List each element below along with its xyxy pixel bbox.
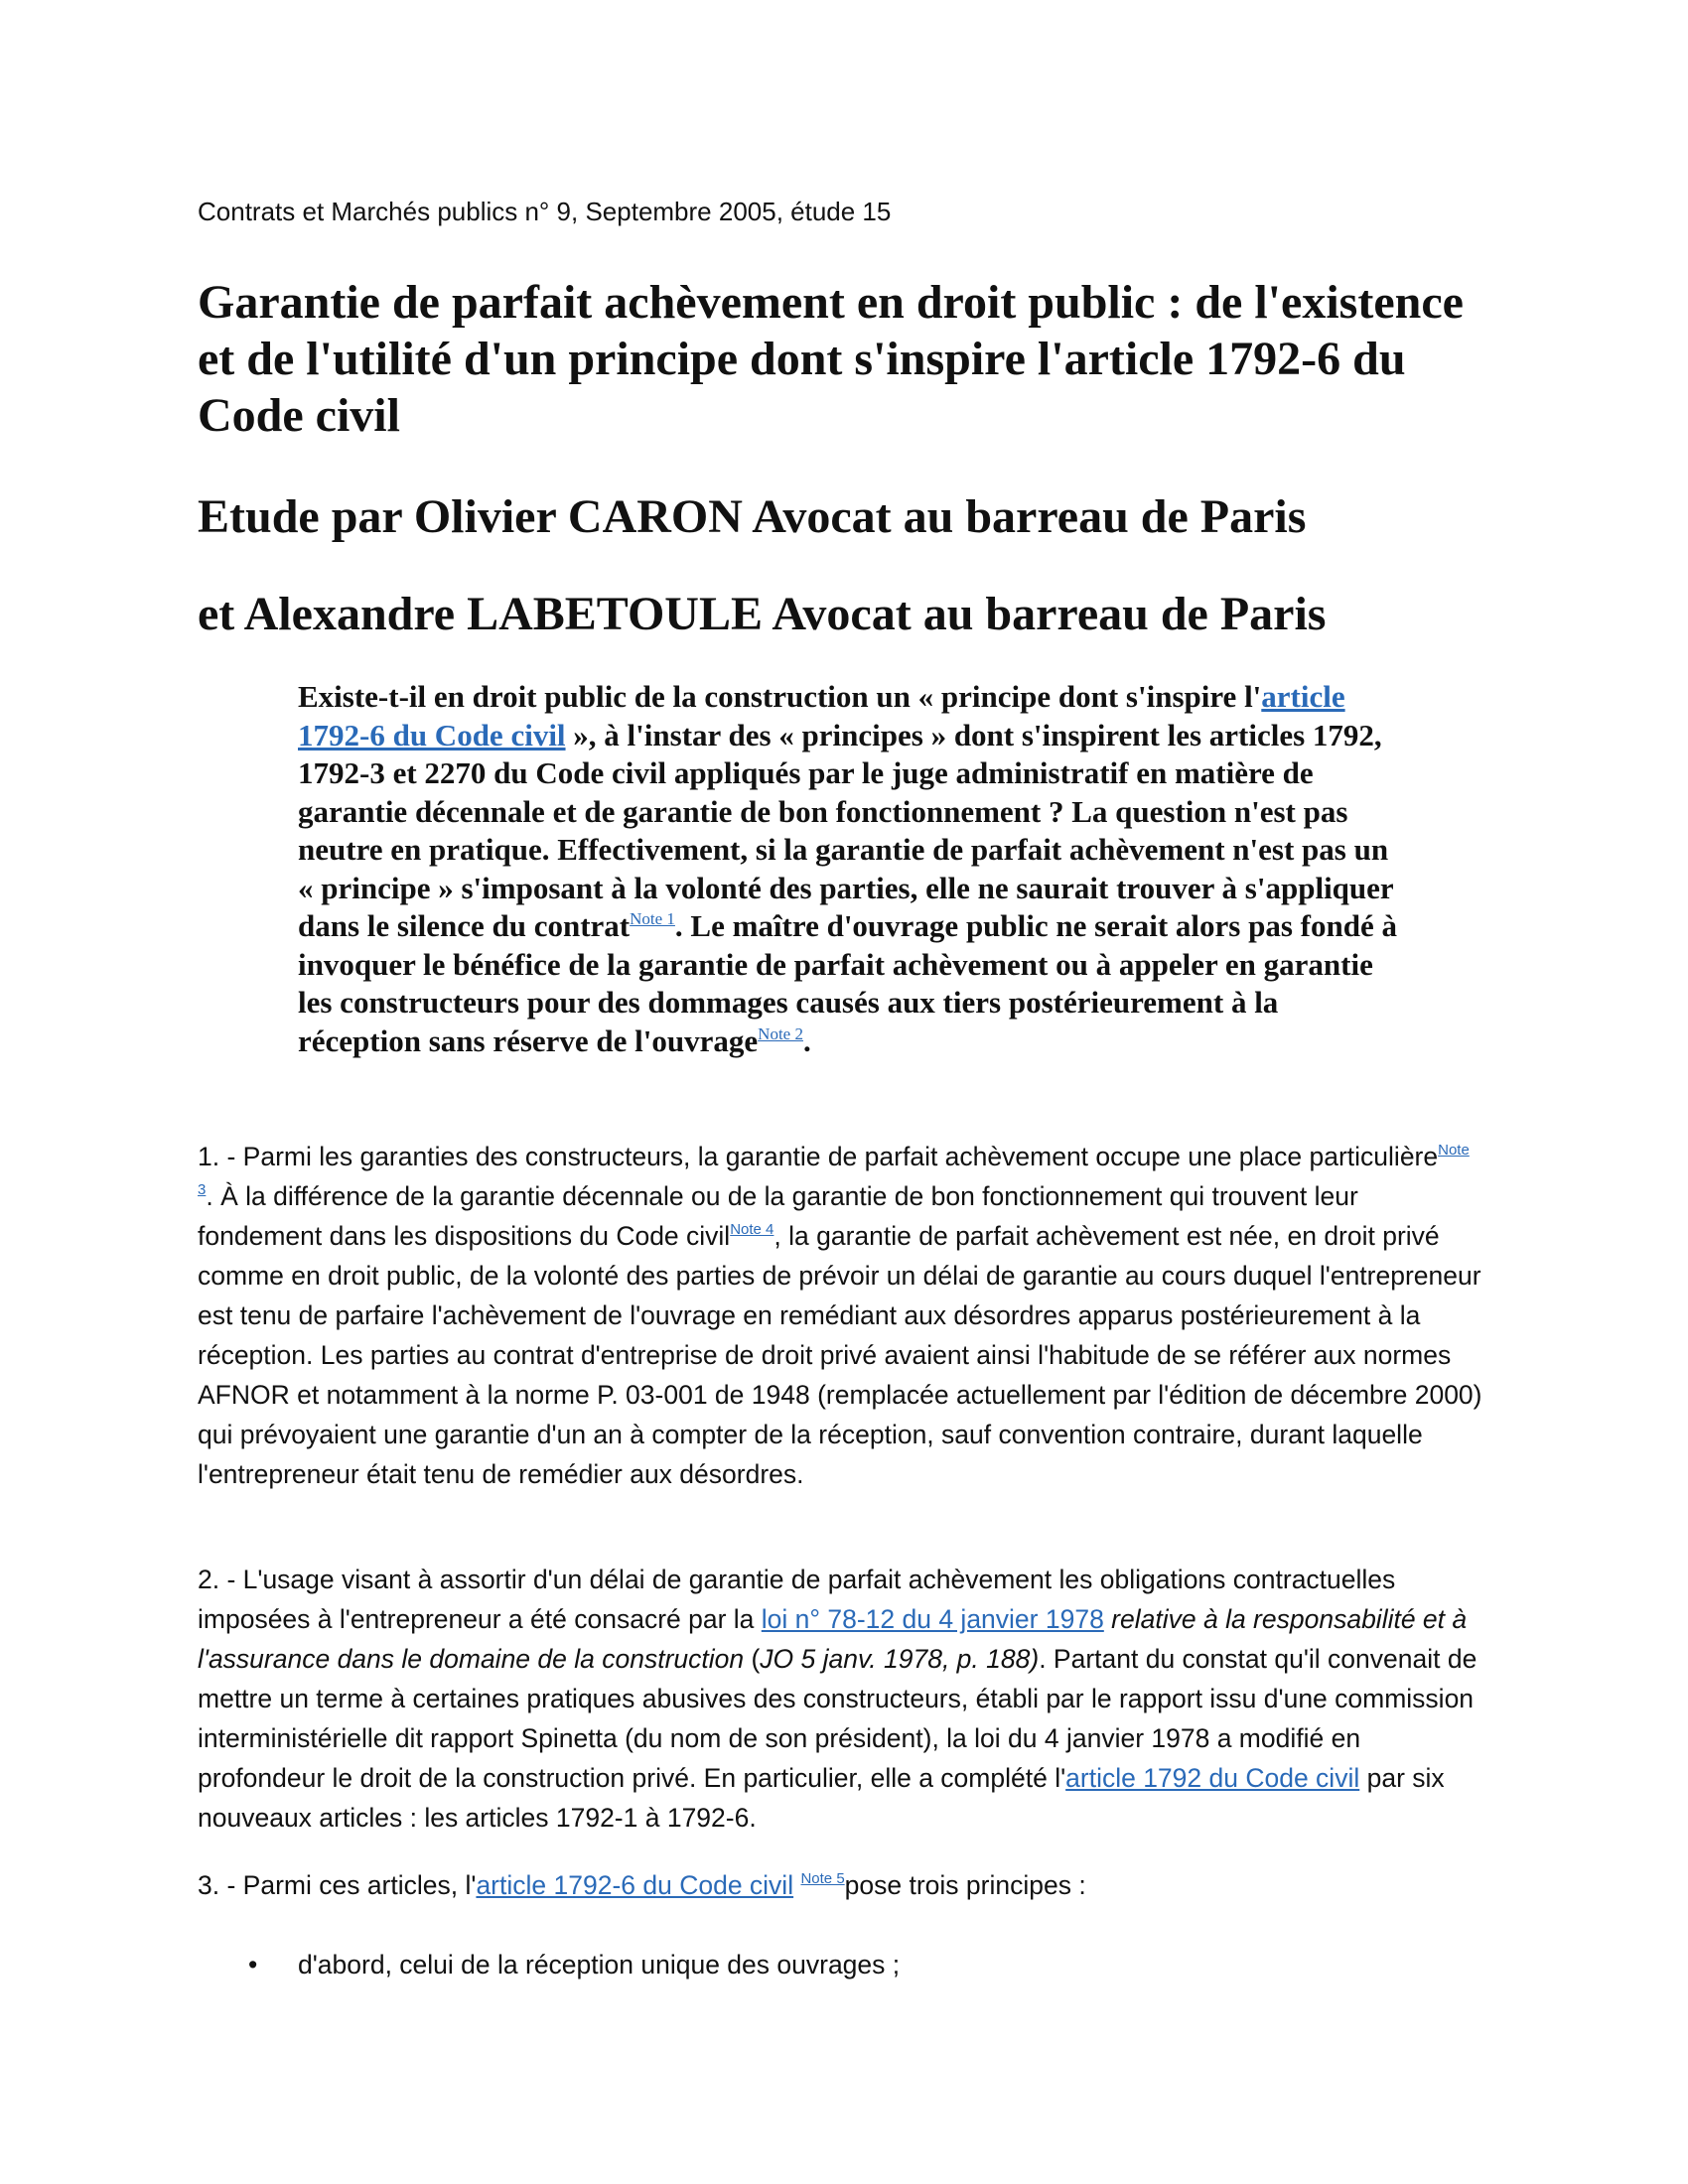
paragraph-text: 1. - Parmi les garanties des constructeurs, la garantie de parfait achèvement occupe une place particulière [198, 1142, 1439, 1171]
author-line-1: Etude par Olivier CARON Avocat au barreau de Paris [198, 490, 1307, 543]
abstract-text: . [802, 1023, 811, 1058]
abstract-text: », à l'instar des « principes » dont s'inspirent les articles 1792, 1792-3 et 2270 du Code civil appliqués par le juge administratif en matière de garantie décennale et de garantie de bon fonctionnement ? La question n'est pas neutre en pratique. Effectivement, si la garantie de parfait achèvement n'est pas un « principe » s'imposant à la volonté des parties, elle ne saurait trouver à s'appliquer dans le silence du contrat [298, 717, 1394, 943]
article-1792-link[interactable]: article 1792 du Code civil [1065, 1763, 1360, 1793]
author-line-2: et Alexandre LABETOULE Avocat au barreau de Paris [198, 588, 1327, 640]
note-3-link[interactable]: Note 3 [198, 1142, 1470, 1198]
abstract-text: . Le maître d'ouvrage public ne serait alors pas fondé à invoquer le bénéfice de la garantie de parfait achèvement ou à appeler en garantie les constructeurs pour des dommages causés aux tiers postérieurement à la réception sans réserve de l'ouvrage [298, 908, 1397, 1058]
source-citation: Contrats et Marchés publics n° 9, Septembre 2005, étude 15 [198, 197, 892, 226]
abstract [298, 678, 1400, 1060]
paragraph-text: . Partant du constat qu'il convenait de mettre un terme à certaines pratiques abusives des constructeurs, établi par le rapport issu d'une commission interministérielle dit rapport Spinetta (du nom de son président), la loi du 4 janvier 1978 a modifié en profondeur le droit de la construction privé. En particulier, elle a complété l' [198, 1644, 1477, 1793]
article-title: Garantie de parfait achèvement en droit public : de l'existence et de l'utilité d'un principe dont s'inspire l'article 1792-6 du Code civil [198, 276, 1464, 442]
paragraph-text: . À la différence de la garantie décennale ou de la garantie de bon fonctionnement qui trouvent leur fondement dans les dispositions du Code civil [198, 1181, 1358, 1251]
bullet-text: d'abord, celui de la réception unique des ouvrages ; [298, 1950, 901, 1979]
abstract-text: Existe-t-il en droit public de la construction un « principe dont s'inspire l' [298, 679, 1262, 714]
bullet-icon: • [248, 1950, 258, 1979]
bullet-item [248, 1945, 900, 1984]
note-1-link[interactable]: Note 1 [630, 909, 675, 928]
note-2-link[interactable]: Note 2 [758, 1024, 803, 1043]
paragraph-text: par six nouveaux articles : les articles 1792-1 à 1792-6. [198, 1763, 1445, 1833]
note-5-link[interactable]: Note 5 [800, 1870, 845, 1887]
paragraph-text: 2. - L'usage visant à assortir d'un délai de garantie de parfait achèvement les obligations contractuelles imposées à l'entrepreneur a été consacré par la [198, 1565, 1396, 1634]
note-4-link[interactable]: Note 4 [730, 1221, 774, 1238]
paragraph-3 [198, 1865, 1488, 1905]
paragraph-text: ( [744, 1644, 761, 1674]
law-title-italic: relative à la responsabilité et à l'assurance dans le domaine de la construction [198, 1604, 1468, 1674]
paragraph-text: , la garantie de parfait achèvement est née, en droit privé comme en droit public, de la volonté des parties de prévoir un délai de garantie au cours duquel l'entrepreneur est tenu de parfaire l'achèvement de l'ouvrage en remédiant aux désordres apparus postérieurement à la réception. Les parties au contrat d'entreprise de droit privé avaient ainsi l'habitude de se référer aux normes AFNOR et notamment à la norme P. 03-001 de 1948 (remplacée actuellement par l'édition de décembre 2000) qui prévoyaient une garantie d'un an à compter de la réception, sauf convention contraire, durant laquelle l'entrepreneur était tenu de remédier aux désordres. [198, 1221, 1482, 1489]
article-1792-6-link[interactable]: article 1792-6 du Code civil [476, 1870, 794, 1900]
paragraph-text: 3. - Parmi ces articles, l' [198, 1870, 477, 1900]
journal-reference-italic: JO 5 janv. 1978, p. 188) [760, 1644, 1040, 1674]
paragraph-2 [198, 1560, 1488, 1838]
loi-78-12-link[interactable]: loi n° 78-12 du 4 janvier 1978 [761, 1604, 1104, 1634]
article-1792-6-link[interactable]: article 1792-6 du Code civil [298, 679, 1345, 752]
paragraph-1 [198, 1137, 1488, 1494]
paragraph-text: pose trois principes : [844, 1870, 1086, 1900]
